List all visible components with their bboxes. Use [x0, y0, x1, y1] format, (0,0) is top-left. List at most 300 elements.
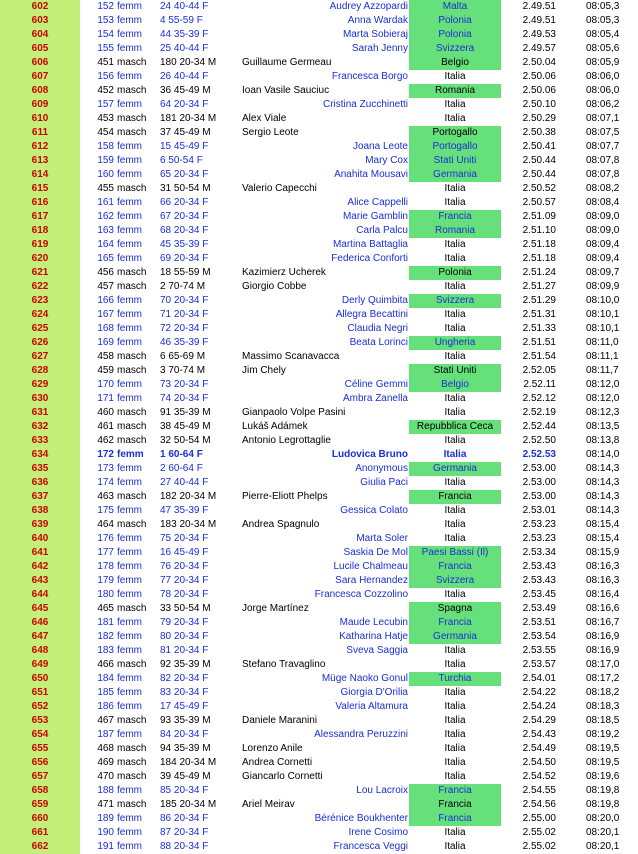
athlete-name-cell: Saskia De Mol [343, 547, 408, 558]
table-row [0, 658, 638, 672]
position-cell: 646 [0, 616, 80, 630]
bib-number-cell: 470 [97, 771, 114, 782]
table-row [0, 504, 638, 518]
bib-number-cell: 155 [97, 43, 114, 54]
bib-number-cell: 170 [97, 379, 114, 390]
finish-time-cell: 2.51.33 [522, 323, 556, 334]
nationality-cell: Italia [444, 323, 466, 334]
athlete-name-cell: Maude Lecubin [339, 617, 408, 628]
finish-time-cell: 2.51.27 [522, 281, 556, 292]
athlete-name-cell: Allegra Becattini [335, 309, 408, 320]
category-cell: 2 60-64 F [160, 463, 203, 474]
table-row [0, 770, 638, 784]
athlete-name-cell: Giulia Paci [360, 477, 408, 488]
finish-time-cell: 2.52.05 [522, 365, 556, 376]
bib-number-cell: 461 [97, 421, 114, 432]
athlete-name-cell: Ariel Meirav [242, 799, 295, 810]
category-cell: 25 40-44 F [160, 43, 209, 54]
table-row [0, 280, 638, 294]
clock-time-cell: 08:05,3 [586, 15, 620, 26]
position-cell: 639 [0, 518, 80, 532]
clock-time-cell: 08:16,6 [586, 603, 620, 614]
gender-cell: femm [117, 323, 142, 334]
gender-cell: masch [117, 85, 147, 96]
gender-cell: femm [117, 379, 142, 390]
nationality-cell: Turchia [409, 672, 501, 686]
clock-time-cell: 08:09,9 [586, 281, 620, 292]
table-row [0, 462, 638, 476]
gender-cell: femm [117, 701, 142, 712]
athlete-name-cell: Ambra Zanella [342, 393, 408, 404]
bib-number-cell: 460 [97, 407, 114, 418]
clock-time-cell: 08:06,0 [586, 71, 620, 82]
bib-number-cell: 465 [97, 603, 114, 614]
nationality-cell: Germania [409, 630, 501, 644]
finish-time-cell: 2.52.11 [523, 379, 556, 390]
clock-time-cell: 08:19,8 [586, 799, 620, 810]
athlete-name-cell: Daniele Maranini [242, 715, 318, 726]
category-cell: 181 20-34 M [160, 113, 217, 124]
category-cell: 44 35-39 F [160, 29, 209, 40]
category-cell: 91 35-39 M [160, 407, 211, 418]
gender-cell: masch [117, 757, 147, 768]
athlete-name-cell: Anonymous [355, 463, 408, 474]
nationality-cell: Italia [444, 589, 466, 600]
nationality-cell: Italia [444, 743, 466, 754]
athlete-name-cell: Lucile Chalmeau [333, 561, 408, 572]
nationality-cell: Italia [444, 351, 466, 362]
clock-time-cell: 08:05,3 [586, 1, 620, 12]
gender-cell: femm [117, 197, 142, 208]
gender-cell: masch [117, 113, 147, 124]
gender-cell: femm [117, 253, 142, 264]
gender-cell: femm [117, 211, 142, 222]
position-cell: 608 [0, 84, 80, 98]
gender-cell: femm [117, 813, 142, 824]
finish-time-cell: 2.52.19 [522, 407, 556, 418]
nationality-cell: Italia [444, 407, 466, 418]
category-cell: 67 20-34 F [160, 211, 209, 222]
category-cell: 88 20-34 F [160, 841, 209, 852]
finish-time-cell: 2.53.54 [522, 631, 556, 642]
gender-cell: femm [117, 785, 142, 796]
finish-time-cell: 2.55.02 [522, 841, 556, 852]
table-row [0, 154, 638, 168]
athlete-name-cell: Gianpaolo Volpe Pasini [242, 407, 346, 418]
table-row [0, 140, 638, 154]
nationality-cell: Italia [444, 309, 466, 320]
gender-cell: masch [117, 407, 147, 418]
category-cell: 68 20-34 F [160, 225, 209, 236]
table-row [0, 784, 638, 798]
category-cell: 72 20-34 F [160, 323, 209, 334]
bib-number-cell: 162 [97, 211, 114, 222]
athlete-name-cell: Beata Lorinci [349, 337, 408, 348]
nationality-cell: Italia [444, 393, 466, 404]
nationality-cell: Italia [444, 99, 466, 110]
gender-cell: femm [117, 169, 142, 180]
position-cell: 658 [0, 784, 80, 798]
gender-cell: masch [117, 183, 147, 194]
finish-time-cell: 2.54.52 [522, 771, 556, 782]
nationality-cell: Belgio [409, 378, 501, 392]
athlete-name-cell: Carla Palcu [356, 225, 408, 236]
nationality-cell: Romania [409, 84, 501, 98]
gender-cell: masch [117, 351, 147, 362]
position-cell: 656 [0, 756, 80, 770]
clock-time-cell: 08:19,8 [586, 785, 620, 796]
bib-number-cell: 457 [97, 281, 114, 292]
category-cell: 86 20-34 F [160, 813, 209, 824]
nationality-cell: Italia [444, 659, 466, 670]
bib-number-cell: 182 [97, 631, 114, 642]
position-cell: 625 [0, 322, 80, 336]
athlete-name-cell: Joana Leote [352, 141, 408, 152]
gender-cell: femm [117, 71, 142, 82]
position-cell: 615 [0, 182, 80, 196]
table-row [0, 546, 638, 560]
position-cell: 629 [0, 378, 80, 392]
table-row [0, 182, 638, 196]
bib-number-cell: 166 [97, 295, 114, 306]
finish-time-cell: 2.53.00 [522, 477, 556, 488]
athlete-name-cell: Céline Gemmi [344, 379, 408, 390]
nationality-cell: Italia [444, 197, 466, 208]
nationality-cell: Italia [444, 771, 466, 782]
finish-time-cell: 2.54.56 [522, 799, 556, 810]
gender-cell: femm [117, 687, 142, 698]
gender-cell: masch [117, 659, 147, 670]
category-cell: 185 20-34 M [160, 799, 217, 810]
bib-number-cell: 176 [97, 533, 114, 544]
athlete-name-cell: Lou Lacroix [356, 785, 408, 796]
category-cell: 17 45-49 F [160, 701, 209, 712]
position-cell: 617 [0, 210, 80, 224]
finish-time-cell: 2.53.34 [522, 547, 556, 558]
finish-time-cell: 2.53.01 [522, 505, 556, 516]
category-cell: 32 50-54 M [160, 435, 211, 446]
athlete-name-cell: Derly Quimbita [341, 295, 408, 306]
gender-cell: femm [117, 631, 142, 642]
finish-time-cell: 2.54.50 [522, 757, 556, 768]
finish-time-cell: 2.53.45 [522, 589, 556, 600]
clock-time-cell: 08:13,5 [586, 421, 620, 432]
bib-number-cell: 186 [97, 701, 114, 712]
position-cell: 606 [0, 56, 80, 70]
table-row [0, 518, 638, 532]
bib-number-cell: 179 [97, 575, 114, 586]
nationality-cell: Germania [409, 462, 501, 476]
bib-number-cell: 190 [97, 827, 114, 838]
category-cell: 2 70-74 M [160, 281, 206, 292]
position-cell: 628 [0, 364, 80, 378]
table-row [0, 168, 638, 182]
nationality-cell: Stati Uniti [409, 364, 501, 378]
finish-time-cell: 2.53.51 [522, 617, 556, 628]
gender-cell: masch [117, 491, 147, 502]
table-row [0, 350, 638, 364]
bib-number-cell: 165 [97, 253, 114, 264]
athlete-name-cell: Audrey Azzopardi [329, 1, 408, 12]
position-cell: 624 [0, 308, 80, 322]
gender-cell: femm [117, 393, 142, 404]
category-cell: 78 20-34 F [160, 589, 209, 600]
athlete-name-cell: Martina Battaglia [332, 239, 408, 250]
athlete-name-cell: Marta Sobieraj [342, 29, 408, 40]
finish-time-cell: 2.52.44 [522, 421, 556, 432]
category-cell: 45 35-39 F [160, 239, 209, 250]
category-cell: 18 55-59 M [160, 267, 211, 278]
bib-number-cell: 463 [97, 491, 114, 502]
clock-time-cell: 08:18,5 [586, 715, 620, 726]
position-cell: 604 [0, 28, 80, 42]
gender-cell: masch [117, 281, 147, 292]
category-cell: 94 35-39 M [160, 743, 211, 754]
gender-cell: femm [117, 463, 142, 474]
athlete-name-cell: Francesca Veggi [333, 841, 408, 852]
bib-number-cell: 167 [97, 309, 114, 320]
finish-time-cell: 2.53.00 [522, 463, 556, 474]
position-cell: 619 [0, 238, 80, 252]
finish-time-cell: 2.54.29 [522, 715, 556, 726]
bib-number-cell: 177 [97, 547, 114, 558]
bib-number-cell: 452 [97, 85, 114, 96]
nationality-cell: Italia [444, 253, 466, 264]
table-row [0, 266, 638, 280]
position-cell: 657 [0, 770, 80, 784]
finish-time-cell: 2.50.57 [522, 197, 556, 208]
category-cell: 4 55-59 F [160, 15, 203, 26]
category-cell: 93 35-39 M [160, 715, 211, 726]
bib-number-cell: 181 [97, 617, 114, 628]
bib-number-cell: 169 [97, 337, 114, 348]
finish-time-cell: 2.51.24 [522, 267, 556, 278]
athlete-name-cell: Bérénice Boukhenter [314, 813, 408, 824]
athlete-name-cell: Lukáš Adámek [242, 421, 308, 432]
position-cell: 648 [0, 644, 80, 658]
gender-cell: femm [117, 589, 142, 600]
finish-time-cell: 2.50.06 [522, 85, 556, 96]
gender-cell: femm [117, 729, 142, 740]
table-row [0, 98, 638, 112]
clock-time-cell: 08:20,0 [586, 813, 620, 824]
position-cell: 632 [0, 420, 80, 434]
gender-cell: masch [117, 57, 147, 68]
bib-number-cell: 175 [97, 505, 114, 516]
nationality-cell: Italia [444, 519, 466, 530]
athlete-name-cell: Ioan Vasile Sauciuc [242, 85, 330, 96]
nationality-cell: Italia [444, 281, 466, 292]
gender-cell: masch [117, 127, 147, 138]
athlete-name-cell: Gessica Colato [340, 505, 408, 516]
position-cell: 662 [0, 840, 80, 854]
finish-time-cell: 2.50.10 [522, 99, 556, 110]
finish-time-cell: 2.49.51 [522, 1, 556, 12]
table-row [0, 238, 638, 252]
table-row [0, 686, 638, 700]
table-row [0, 336, 638, 350]
finish-time-cell: 2.51.18 [522, 239, 556, 250]
position-cell: 636 [0, 476, 80, 490]
position-cell: 626 [0, 336, 80, 350]
athlete-name-cell: Pierre-Eliott Phelps [242, 491, 328, 502]
gender-cell: femm [117, 43, 142, 54]
table-row [0, 476, 638, 490]
gender-cell: femm [117, 547, 142, 558]
clock-time-cell: 08:06,2 [586, 99, 620, 110]
table-row [0, 434, 638, 448]
table-row [0, 448, 638, 462]
bib-number-cell: 161 [97, 197, 114, 208]
clock-time-cell: 08:12,3 [586, 407, 620, 418]
clock-time-cell: 08:16,3 [586, 575, 620, 586]
gender-cell: femm [117, 449, 144, 460]
position-cell: 602 [0, 0, 80, 14]
gender-cell: femm [117, 617, 142, 628]
table-row [0, 602, 638, 616]
nationality-cell: Francia [409, 210, 501, 224]
position-cell: 618 [0, 224, 80, 238]
table-row [0, 224, 638, 238]
clock-time-cell: 08:07,8 [586, 169, 620, 180]
bib-number-cell: 156 [97, 71, 114, 82]
athlete-name-cell: Antonio Legrottaglie [242, 435, 331, 446]
table-row [0, 560, 638, 574]
clock-time-cell: 08:10,1 [586, 309, 620, 320]
finish-time-cell: 2.53.43 [522, 561, 556, 572]
athlete-name-cell: Federica Conforti [331, 253, 408, 264]
category-cell: 16 45-49 F [160, 547, 209, 558]
position-cell: 630 [0, 392, 80, 406]
position-cell: 610 [0, 112, 80, 126]
table-row [0, 756, 638, 770]
gender-cell: masch [117, 365, 147, 376]
category-cell: 15 45-49 F [160, 141, 209, 152]
clock-time-cell: 08:18,3 [586, 701, 620, 712]
finish-time-cell: 2.51.29 [522, 295, 556, 306]
position-cell: 611 [0, 126, 80, 140]
clock-time-cell: 08:15,4 [586, 519, 620, 530]
table-row [0, 252, 638, 266]
athlete-name-cell: Valeria Altamura [335, 701, 408, 712]
category-cell: 74 20-34 F [160, 393, 209, 404]
clock-time-cell: 08:08,2 [586, 183, 620, 194]
finish-time-cell: 2.50.44 [522, 155, 556, 166]
nationality-cell: Belgio [409, 56, 501, 70]
category-cell: 84 20-34 F [160, 729, 209, 740]
position-cell: 622 [0, 280, 80, 294]
category-cell: 47 35-39 F [160, 505, 209, 516]
category-cell: 76 20-34 F [160, 561, 209, 572]
position-cell: 620 [0, 252, 80, 266]
position-cell: 633 [0, 434, 80, 448]
gender-cell: femm [117, 15, 142, 26]
gender-cell: masch [117, 519, 147, 530]
finish-time-cell: 2.51.31 [522, 309, 556, 320]
position-cell: 651 [0, 686, 80, 700]
nationality-cell: Malta [409, 0, 501, 14]
nationality-cell: Italia [444, 183, 466, 194]
clock-time-cell: 08:07,1 [586, 113, 620, 124]
bib-number-cell: 189 [97, 813, 114, 824]
athlete-name-cell: Lorenzo Anile [242, 743, 303, 754]
table-row [0, 406, 638, 420]
category-cell: 81 20-34 F [160, 645, 209, 656]
nationality-cell: Portogallo [409, 140, 501, 154]
nationality-cell: Germania [409, 168, 501, 182]
finish-time-cell: 2.52.53 [522, 449, 556, 460]
gender-cell: masch [117, 435, 147, 446]
athlete-name-cell: Katharina Hatje [339, 631, 408, 642]
category-cell: 184 20-34 M [160, 757, 217, 768]
category-cell: 31 50-54 M [160, 183, 211, 194]
bib-number-cell: 160 [97, 169, 114, 180]
clock-time-cell: 08:16,9 [586, 631, 620, 642]
finish-time-cell: 2.53.55 [522, 645, 556, 656]
nationality-cell: Italia [444, 113, 466, 124]
finish-time-cell: 2.50.41 [522, 141, 556, 152]
position-cell: 627 [0, 350, 80, 364]
finish-time-cell: 2.53.00 [522, 491, 556, 502]
clock-time-cell: 08:14,3 [586, 505, 620, 516]
gender-cell: femm [117, 337, 142, 348]
clock-time-cell: 08:16,4 [586, 589, 620, 600]
clock-time-cell: 08:05,9 [586, 57, 620, 68]
nationality-cell: Italia [444, 435, 466, 446]
bib-number-cell: 171 [97, 393, 114, 404]
table-row [0, 420, 638, 434]
nationality-cell: Italia [444, 687, 466, 698]
nationality-cell: Portogallo [409, 126, 501, 140]
category-cell: 27 40-44 F [160, 477, 209, 488]
nationality-cell: Italia [444, 841, 466, 852]
category-cell: 37 45-49 M [160, 127, 211, 138]
gender-cell: femm [117, 841, 142, 852]
athlete-name-cell: Sveva Saggia [346, 645, 408, 656]
nationality-cell: Francia [409, 560, 501, 574]
bib-number-cell: 466 [97, 659, 114, 670]
nationality-cell: Svizzera [409, 42, 501, 56]
gender-cell: femm [117, 309, 142, 320]
position-cell: 637 [0, 490, 80, 504]
athlete-name-cell: Kazimierz Ucherek [242, 267, 326, 278]
clock-time-cell: 08:07,7 [586, 141, 620, 152]
bib-number-cell: 185 [97, 687, 114, 698]
nationality-cell: Svizzera [409, 294, 501, 308]
nationality-cell: Italia [444, 477, 466, 488]
finish-time-cell: 2.49.53 [522, 29, 556, 40]
bib-number-cell: 459 [97, 365, 114, 376]
table-row [0, 28, 638, 42]
clock-time-cell: 08:16,7 [586, 617, 620, 628]
athlete-name-cell: Francesca Cozzolino [314, 589, 408, 600]
table-row [0, 126, 638, 140]
clock-time-cell: 08:11,7 [586, 365, 619, 376]
athlete-name-cell: Valerio Capecchi [242, 183, 317, 194]
category-cell: 6 65-69 M [160, 351, 206, 362]
athlete-name-cell: Francesca Borgo [331, 71, 408, 82]
position-cell: 659 [0, 798, 80, 812]
table-row [0, 364, 638, 378]
position-cell: 607 [0, 70, 80, 84]
athlete-name-cell: Sarah Jenny [351, 43, 408, 54]
nationality-cell: Francia [409, 798, 501, 812]
finish-time-cell: 2.53.23 [522, 533, 556, 544]
clock-time-cell: 08:05,6 [586, 43, 620, 54]
clock-time-cell: 08:14,0 [586, 449, 620, 460]
nationality-cell: Italia [444, 729, 466, 740]
bib-number-cell: 180 [97, 589, 114, 600]
